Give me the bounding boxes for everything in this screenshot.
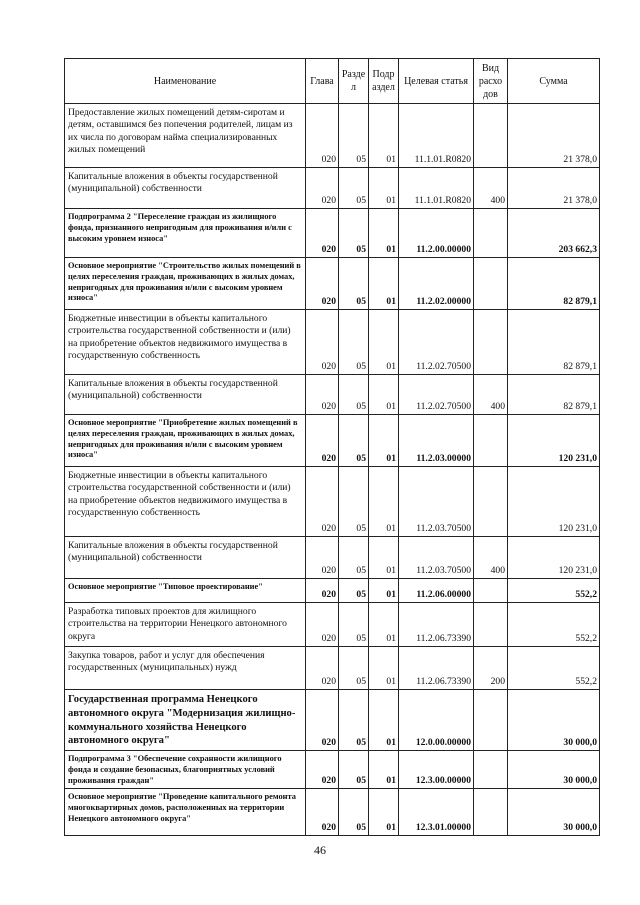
row-target: 11.2.06.73390 bbox=[399, 647, 474, 690]
row-vid: 400 bbox=[474, 537, 508, 579]
row-target: 11.2.06.73390 bbox=[399, 603, 474, 647]
row-sum: 120 231,0 bbox=[508, 415, 600, 467]
row-sum: 203 662,3 bbox=[508, 209, 600, 258]
row-vid bbox=[474, 258, 508, 310]
row-sum: 120 231,0 bbox=[508, 467, 600, 537]
row-razdel: 05 bbox=[339, 258, 369, 310]
row-name: Капитальные вложения в объекты государственной (муниципальной) собственности bbox=[65, 537, 306, 579]
row-podrazdel: 01 bbox=[369, 168, 399, 209]
row-vid: 200 bbox=[474, 647, 508, 690]
row-name: Бюджетные инвестиции в объекты капитального строительства государственной собственности и (или) на приобретение объектов недвижимого имущества в государственную собственность bbox=[65, 310, 306, 375]
row-glava: 020 bbox=[306, 751, 339, 789]
row-razdel: 05 bbox=[339, 209, 369, 258]
row-name: Закупка товаров, работ и услуг для обеспечения государственных (муниципальных) нужд bbox=[65, 647, 306, 690]
row-name: Капитальные вложения в объекты государственной (муниципальной) собственности bbox=[65, 375, 306, 415]
row-target: 11.2.00.00000 bbox=[399, 209, 474, 258]
row-razdel: 05 bbox=[339, 310, 369, 375]
row-sum: 82 879,1 bbox=[508, 310, 600, 375]
row-name: Основное мероприятие "Типовое проектирование" bbox=[65, 579, 306, 603]
row-glava: 020 bbox=[306, 537, 339, 579]
row-glava: 020 bbox=[306, 467, 339, 537]
row-target: 12.3.01.00000 bbox=[399, 789, 474, 836]
table-row bbox=[65, 310, 600, 375]
row-podrazdel: 01 bbox=[369, 415, 399, 467]
row-podrazdel: 01 bbox=[369, 467, 399, 537]
row-sum: 30 000,0 bbox=[508, 690, 600, 751]
table-row bbox=[65, 537, 600, 579]
row-sum: 120 231,0 bbox=[508, 537, 600, 579]
row-glava: 020 bbox=[306, 579, 339, 603]
row-target: 11.2.02.00000 bbox=[399, 258, 474, 310]
row-podrazdel: 01 bbox=[369, 537, 399, 579]
table-row bbox=[65, 789, 600, 836]
row-target: 11.2.03.00000 bbox=[399, 415, 474, 467]
row-name: Предоставление жилых помещений детям-сиротам и детям, оставшимся без попечения родителей, лицам из их числа по договорам найма специализированных жилых помещений bbox=[65, 104, 306, 168]
row-glava: 020 bbox=[306, 789, 339, 836]
row-vid bbox=[474, 690, 508, 751]
row-podrazdel: 01 bbox=[369, 310, 399, 375]
row-vid bbox=[474, 751, 508, 789]
page-number: 46 bbox=[314, 843, 326, 857]
row-podrazdel: 01 bbox=[369, 258, 399, 310]
row-sum: 30 000,0 bbox=[508, 789, 600, 836]
row-podrazdel: 01 bbox=[369, 209, 399, 258]
row-glava: 020 bbox=[306, 168, 339, 209]
row-name: Основное мероприятие "Строительство жилых помещений в целях переселения граждан, проживающих в жилых домах, непригодных для проживания и/или с высоким уровнем износа" bbox=[65, 258, 306, 310]
row-name: Государственная программа Ненецкого автономного округа "Модернизация жилищно-коммунального хозяйства Ненецкого автономного округа" bbox=[65, 690, 306, 751]
header-podrazdel: Подр аздел bbox=[369, 59, 399, 104]
row-target: 11.2.06.00000 bbox=[399, 579, 474, 603]
row-name: Подпрограмма 2 "Переселение граждан из жилищного фонда, признанного непригодным для проживания и/или с высоким уровнем износа" bbox=[65, 209, 306, 258]
row-glava: 020 bbox=[306, 603, 339, 647]
table-row bbox=[65, 415, 600, 467]
row-razdel: 05 bbox=[339, 537, 369, 579]
row-sum: 552,2 bbox=[508, 647, 600, 690]
row-sum: 21 378,0 bbox=[508, 104, 600, 168]
row-target: 11.2.03.70500 bbox=[399, 467, 474, 537]
table-row bbox=[65, 603, 600, 647]
table-row bbox=[65, 258, 600, 310]
header-razdel: Разде л bbox=[339, 59, 369, 104]
table-row bbox=[65, 690, 600, 751]
row-target: 11.1.01.R0820 bbox=[399, 168, 474, 209]
row-target: 11.2.02.70500 bbox=[399, 310, 474, 375]
row-target: 11.1.01.R0820 bbox=[399, 104, 474, 168]
row-razdel: 05 bbox=[339, 789, 369, 836]
row-razdel: 05 bbox=[339, 415, 369, 467]
row-vid bbox=[474, 467, 508, 537]
row-glava: 020 bbox=[306, 375, 339, 415]
table-row bbox=[65, 375, 600, 415]
row-glava: 020 bbox=[306, 647, 339, 690]
row-vid bbox=[474, 209, 508, 258]
row-razdel: 05 bbox=[339, 751, 369, 789]
row-vid bbox=[474, 415, 508, 467]
header-vid: Вид расхо дов bbox=[474, 59, 508, 104]
table-row bbox=[65, 209, 600, 258]
row-name: Бюджетные инвестиции в объекты капитального строительства государственной собственности и (или) на приобретение объектов недвижимого имущества в государственную собственность bbox=[65, 467, 306, 537]
header-name: Наименование bbox=[65, 59, 306, 104]
row-sum: 552,2 bbox=[508, 579, 600, 603]
row-vid: 400 bbox=[474, 168, 508, 209]
header-target: Целевая статья bbox=[399, 59, 474, 104]
row-razdel: 05 bbox=[339, 168, 369, 209]
row-glava: 020 bbox=[306, 104, 339, 168]
row-sum: 30 000,0 bbox=[508, 751, 600, 789]
row-target: 12.0.00.00000 bbox=[399, 690, 474, 751]
row-podrazdel: 01 bbox=[369, 751, 399, 789]
table-row bbox=[65, 751, 600, 789]
budget-table bbox=[64, 58, 600, 836]
row-glava: 020 bbox=[306, 310, 339, 375]
row-sum: 552,2 bbox=[508, 603, 600, 647]
row-name: Основное мероприятие "Проведение капитального ремонта многоквартирных домов, расположенных на территории Ненецкого автономного округа" bbox=[65, 789, 306, 836]
row-sum: 21 378,0 bbox=[508, 168, 600, 209]
row-name: Разработка типовых проектов для жилищного строительства на территории Ненецкого автономного округа bbox=[65, 603, 306, 647]
header-sum: Сумма bbox=[508, 59, 600, 104]
row-podrazdel: 01 bbox=[369, 579, 399, 603]
row-razdel: 05 bbox=[339, 647, 369, 690]
table-row bbox=[65, 104, 600, 168]
row-name: Подпрограмма 3 "Обеспечение сохранности жилищного фонда и создание безопасных, благоприятных условий проживания граждан" bbox=[65, 751, 306, 789]
row-podrazdel: 01 bbox=[369, 647, 399, 690]
row-vid: 400 bbox=[474, 375, 508, 415]
row-glava: 020 bbox=[306, 258, 339, 310]
table-row bbox=[65, 579, 600, 603]
row-razdel: 05 bbox=[339, 467, 369, 537]
row-vid bbox=[474, 104, 508, 168]
row-target: 12.3.00.00000 bbox=[399, 751, 474, 789]
row-podrazdel: 01 bbox=[369, 690, 399, 751]
row-glava: 020 bbox=[306, 690, 339, 751]
row-name: Основное мероприятие "Приобретение жилых помещений в целях переселения граждан, проживающих в жилых домах, непригодных для проживания и/или с высоким уровнем износа" bbox=[65, 415, 306, 467]
row-vid bbox=[474, 310, 508, 375]
row-target: 11.2.02.70500 bbox=[399, 375, 474, 415]
row-razdel: 05 bbox=[339, 603, 369, 647]
row-razdel: 05 bbox=[339, 690, 369, 751]
row-sum: 82 879,1 bbox=[508, 258, 600, 310]
row-name: Капитальные вложения в объекты государственной (муниципальной) собственности bbox=[65, 168, 306, 209]
table-row bbox=[65, 647, 600, 690]
table-row bbox=[65, 168, 600, 209]
row-podrazdel: 01 bbox=[369, 789, 399, 836]
table-row bbox=[65, 467, 600, 537]
row-glava: 020 bbox=[306, 415, 339, 467]
row-podrazdel: 01 bbox=[369, 104, 399, 168]
row-sum: 82 879,1 bbox=[508, 375, 600, 415]
row-target: 11.2.03.70500 bbox=[399, 537, 474, 579]
header-glava: Глава bbox=[306, 59, 339, 104]
row-vid bbox=[474, 789, 508, 836]
row-glava: 020 bbox=[306, 209, 339, 258]
row-vid bbox=[474, 603, 508, 647]
row-razdel: 05 bbox=[339, 375, 369, 415]
row-podrazdel: 01 bbox=[369, 375, 399, 415]
row-razdel: 05 bbox=[339, 579, 369, 603]
row-vid bbox=[474, 579, 508, 603]
row-razdel: 05 bbox=[339, 104, 369, 168]
row-podrazdel: 01 bbox=[369, 603, 399, 647]
